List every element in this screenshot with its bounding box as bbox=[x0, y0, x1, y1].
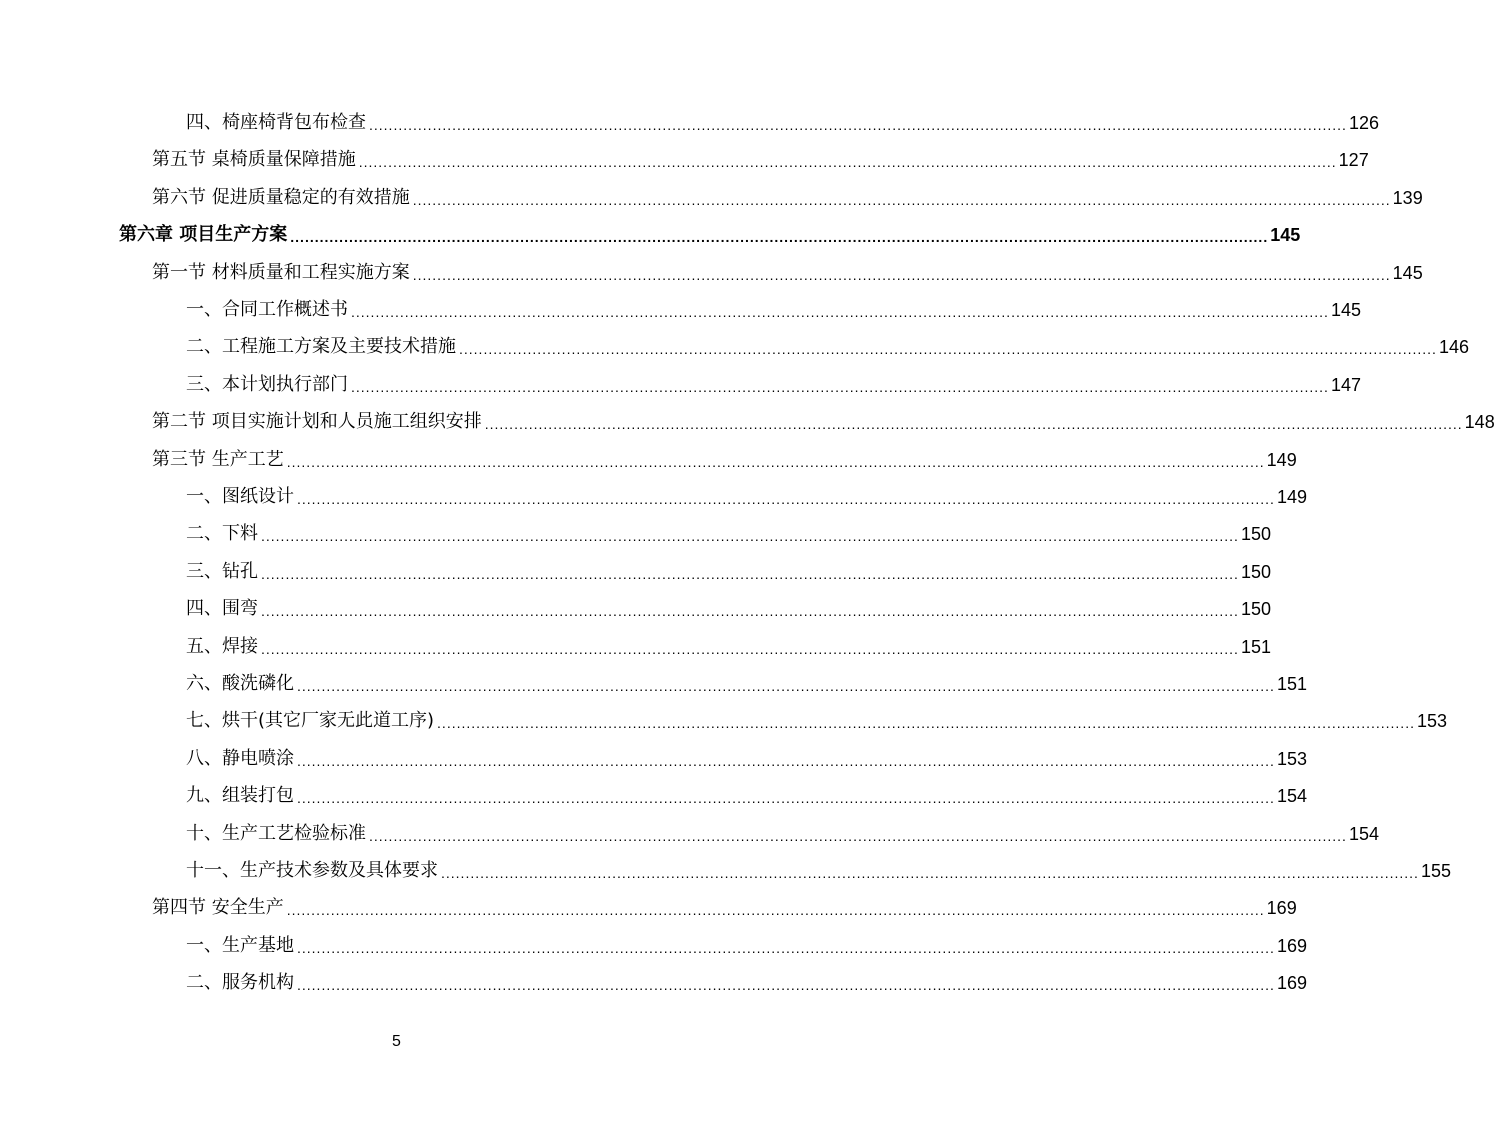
toc-entry-title: 二、下料 bbox=[186, 523, 258, 544]
toc-entry-page-number: 153 bbox=[1276, 749, 1307, 769]
toc-entry[interactable] bbox=[186, 702, 1448, 732]
toc-entry-title: 第四节 安全生产 bbox=[152, 897, 284, 918]
toc-entry[interactable] bbox=[152, 889, 1297, 919]
toc-dot-leader: ........................................................................................................................................................................................................ bbox=[261, 566, 1239, 582]
toc-entry-title: 三、本计划执行部门 bbox=[186, 374, 348, 395]
toc-entry-title: 四、椅座椅背包布检查 bbox=[186, 112, 366, 133]
toc-entry-page-number: 145 bbox=[1392, 263, 1423, 283]
toc-entry-page-number: 149 bbox=[1266, 450, 1297, 470]
toc-dot-leader: ........................................................................................................................................................................................................ bbox=[286, 902, 1265, 918]
toc-dot-leader: ........................................................................................................................................................................................................ bbox=[441, 865, 1419, 881]
toc-dot-leader: ........................................................................................................................................................................................................ bbox=[297, 940, 1275, 956]
toc-entry-page-number: 150 bbox=[1240, 599, 1271, 619]
toc-dot-leader: ........................................................................................................................................................................................................ bbox=[261, 528, 1239, 544]
toc-entry-title: 第一节 材料质量和工程实施方案 bbox=[152, 262, 410, 283]
toc-entry-page-number: 169 bbox=[1276, 936, 1307, 956]
toc-entry[interactable] bbox=[186, 777, 1307, 807]
toc-entry-title: 一、生产基地 bbox=[186, 935, 294, 956]
toc-entry-page-number: 146 bbox=[1438, 337, 1469, 357]
toc-entry-page-number: 145 bbox=[1270, 225, 1301, 245]
toc-entry-page-number: 126 bbox=[1348, 113, 1379, 133]
toc-entry-page-number: 155 bbox=[1420, 861, 1451, 881]
toc-entry-page-number: 127 bbox=[1338, 150, 1369, 170]
toc-entry-title: 一、图纸设计 bbox=[186, 486, 294, 507]
toc-entry-page-number: 153 bbox=[1416, 711, 1448, 731]
toc-entry[interactable] bbox=[152, 179, 1423, 209]
toc-entry-title: 四、围弯 bbox=[186, 598, 258, 619]
toc-entry-page-number: 150 bbox=[1240, 562, 1271, 582]
toc-entry[interactable] bbox=[152, 141, 1369, 171]
toc-dot-leader: ........................................................................................................................................................................................................ bbox=[297, 790, 1275, 806]
toc-entry[interactable] bbox=[186, 927, 1307, 957]
toc-entry-page-number: 150 bbox=[1240, 524, 1271, 544]
toc-entry[interactable] bbox=[186, 328, 1469, 358]
toc-dot-leader: ........................................................................................................................................................................................................ bbox=[261, 603, 1239, 619]
toc-entry-title: 十一、生产技术参数及具体要求 bbox=[186, 860, 438, 881]
toc-dot-leader: ........................................................................................................................................................................................................ bbox=[286, 454, 1265, 470]
toc-dot-leader: ........................................................................................................................................................................................................ bbox=[484, 416, 1463, 432]
toc-entry-page-number: 149 bbox=[1276, 487, 1307, 507]
toc-entry[interactable] bbox=[186, 291, 1361, 321]
toc-entry-title: 第六节 促进质量稳定的有效措施 bbox=[152, 187, 410, 208]
toc-entry[interactable] bbox=[186, 478, 1307, 508]
toc-entry-page-number: 145 bbox=[1330, 300, 1361, 320]
toc-entry[interactable] bbox=[186, 665, 1307, 695]
toc-entry[interactable] bbox=[186, 515, 1271, 545]
toc-entry-page-number: 139 bbox=[1392, 188, 1423, 208]
toc-entry[interactable] bbox=[186, 104, 1379, 134]
toc-entry-title: 三、钻孔 bbox=[186, 561, 258, 582]
toc-entry-page-number: 147 bbox=[1330, 375, 1361, 395]
toc-entry-title: 第三节 生产工艺 bbox=[152, 449, 284, 470]
toc-dot-leader: ........................................................................................................................................................................................................ bbox=[412, 192, 1391, 208]
toc-entry[interactable] bbox=[186, 740, 1307, 770]
toc-dot-leader: ........................................................................................................................................................................................................ bbox=[297, 678, 1275, 694]
toc-entry-title: 第五节 桌椅质量保障措施 bbox=[152, 149, 356, 170]
toc-entry[interactable] bbox=[152, 441, 1297, 471]
toc-entry-title: 五、焊接 bbox=[186, 636, 258, 657]
toc-entry[interactable] bbox=[152, 403, 1495, 433]
toc-entry-title: 第六章 项目生产方案 bbox=[119, 224, 288, 245]
toc-dot-leader: ........................................................................................................................................................................................................ bbox=[351, 304, 1329, 320]
toc-entry[interactable] bbox=[186, 590, 1271, 620]
toc-dot-leader: ........................................................................................................................................................................................................ bbox=[297, 753, 1275, 769]
toc-entry-page-number: 154 bbox=[1348, 824, 1379, 844]
toc-dot-leader: ........................................................................................................................................................................................................ bbox=[358, 154, 1337, 170]
toc-entry-title: 七、烘干(其它厂家无此道工序) bbox=[186, 710, 435, 731]
toc-entry-title: 二、工程施工方案及主要技术措施 bbox=[186, 336, 456, 357]
toc-dot-leader: ........................................................................................................................................................................................................ bbox=[297, 491, 1275, 507]
toc-entry-title: 二、服务机构 bbox=[186, 972, 294, 993]
toc-dot-leader: ........................................................................................................................................................................................................ bbox=[369, 828, 1347, 844]
toc-dot-leader: ........................................................................................................................................................................................................ bbox=[297, 977, 1275, 993]
toc-dot-leader: ........................................................................................................................................................................................................ bbox=[437, 715, 1415, 731]
toc-entry-title: 六、酸洗磷化 bbox=[186, 673, 294, 694]
toc-entry-page-number: 169 bbox=[1266, 898, 1297, 918]
toc-dot-leader: ........................................................................................................................................................................................................ bbox=[351, 379, 1329, 395]
toc-entry-title: 十、生产工艺检验标准 bbox=[186, 823, 366, 844]
toc-entry-title: 一、合同工作概述书 bbox=[186, 299, 348, 320]
toc-entry[interactable] bbox=[186, 815, 1379, 845]
toc-entry-title: 八、静电喷涂 bbox=[186, 748, 294, 769]
toc-entry[interactable] bbox=[186, 366, 1361, 396]
toc-dot-leader: ........................................................................................................................................................................................................ bbox=[261, 641, 1239, 657]
toc-dot-leader: ........................................................................................................................................................................................................ bbox=[369, 117, 1347, 133]
toc-entry[interactable] bbox=[186, 628, 1271, 658]
toc-entry-page-number: 151 bbox=[1240, 637, 1271, 657]
toc-entry[interactable] bbox=[119, 216, 1301, 246]
toc-entry-title: 九、组装打包 bbox=[186, 785, 294, 806]
toc-dot-leader: ........................................................................................................................................................................................................ bbox=[412, 267, 1391, 283]
toc-entry-title: 第二节 项目实施计划和人员施工组织安排 bbox=[152, 411, 482, 432]
toc-entry-page-number: 148 bbox=[1464, 412, 1495, 432]
toc-entry[interactable] bbox=[186, 553, 1271, 583]
toc-entry[interactable] bbox=[186, 852, 1451, 882]
toc-entry[interactable] bbox=[186, 964, 1307, 994]
toc-dot-leader: ........................................................................................................................................................................................................ bbox=[459, 341, 1437, 357]
page-number: 5 bbox=[392, 1033, 401, 1050]
toc-entry-page-number: 154 bbox=[1276, 786, 1307, 806]
toc-entry[interactable] bbox=[152, 254, 1423, 284]
toc-dot-leader: ........................................................................................................................................................................................................ bbox=[290, 229, 1269, 245]
toc-entry-page-number: 169 bbox=[1276, 973, 1307, 993]
toc-entry-page-number: 151 bbox=[1276, 674, 1307, 694]
